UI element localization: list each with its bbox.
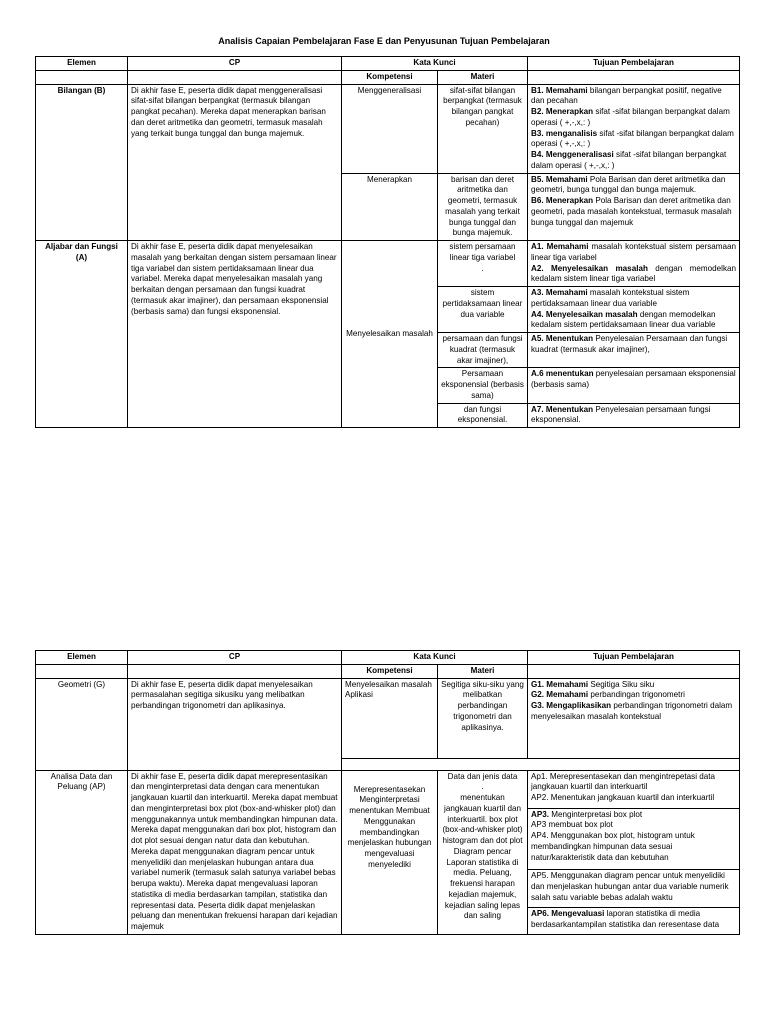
tujuan-item: AP6. Mengevaluasi laporan statistika di media berdasarkantampilan statistika dan reresentase data <box>531 909 720 929</box>
kompetensi-cell: Menyelesaikan masalah <box>342 241 438 428</box>
tujuan-cell <box>528 368 740 403</box>
materi-cell: sifat-sifat bilangan berpangkat (termasuk bilangan pangkat pecahan) <box>438 84 528 173</box>
materi-cell: Data dan jenis data . menentukan jangkauan kuartil dan interkuartil. box plot (box-and-whisker plot) histogram dan dot plot Diagram pencar Laporan statistika di media. Peluang, frekuensi harapan kejadian majemuk, kejadian saling lepas dan saling <box>438 770 528 934</box>
materi-cell: dan fungsi eksponensial. <box>438 403 528 428</box>
kompetensi-cell: Merepresentasekan Menginterpretasi menentukan Membuat Menggunakan membandingkan menjelaskan hubungan mengevaluasi menyelediki <box>342 770 438 934</box>
tujuan-item: G2. Memahami perbandingan trigonometri <box>531 690 685 700</box>
header-elemen: Elemen <box>36 651 128 665</box>
tujuan-item: Ap1. Merepresentasekan dan mengintrepetasi data jangkauan kuartil dan interkuartil <box>531 771 716 792</box>
tujuan-item: G1. Memahami Segitiga Siku siku <box>531 679 655 689</box>
tujuan-cell <box>528 808 740 869</box>
tujuan-item: A2. Menyelesaikan masalah dengan memodelkan kedalam sistem linear tiga variabel <box>531 263 736 284</box>
materi-cell: persamaan dan fungsi kuadrat (termasuk akar imajiner), <box>438 333 528 368</box>
materi-cell: sistem pertidaksamaan linear dua variable <box>438 287 528 333</box>
table-row <box>36 770 740 808</box>
header-materi: Materi <box>438 70 528 84</box>
tujuan-item: A.6 menentukan penyelesaian persamaan eksponensial (berbasis sama) <box>531 369 736 389</box>
kompetensi-cell: Menggeneralisasi <box>342 84 438 173</box>
materi-cell: Segitiga siku-siku yang melibatkan perbandingan trigonometri dan aplikasinya. <box>438 678 528 758</box>
header-cp: CP <box>128 651 342 665</box>
tujuan-cell <box>528 333 740 368</box>
materi-cell: Persamaan eksponensial (berbasis sama) <box>438 368 528 403</box>
tujuan-cell <box>528 241 740 287</box>
elemen-cell: Analisa Data dan Peluang (AP) <box>36 770 128 934</box>
tujuan-cell <box>528 84 740 173</box>
tujuan-item: A3. Memahami masalah kontekstual sistem pertidaksamaan linear dua variable <box>531 288 690 308</box>
tujuan-cell <box>528 678 740 758</box>
materi-cell: sistem persamaan linear tiga variabel . <box>438 241 528 287</box>
elemen-cell: Bilangan (B) <box>36 84 128 241</box>
header-kata-kunci: Kata Kunci <box>342 651 528 665</box>
tujuan-item: B1. Memahami bilangan berpangkat positif, negative dan pecahan <box>531 85 722 106</box>
tujuan-cell <box>528 287 740 333</box>
kompetensi-cell: Menyelesaikan masalah Aplikasi <box>342 678 438 758</box>
header-kompetensi: Kompetensi <box>342 664 438 678</box>
tujuan-item: B3. menganalisis sifat -sifat bilangan berpangkat dalam operasi ( +,-,x,: ) <box>531 128 734 149</box>
tujuan-item: B4. Menggeneralisasi sifat -sifat bilangan berpangkat dalam operasi ( +,-,x,: ) <box>531 150 727 170</box>
page-title: Analisis Capaian Pembelajaran Fase E dan Penyusunan Tujuan Pembelajaran <box>218 36 550 46</box>
tujuan-cell <box>528 770 740 808</box>
tujuan-item: AP2. Menentukan jangkauan kuartil dan interkuartil <box>531 793 715 802</box>
analysis-table-2 <box>35 650 740 935</box>
header-tujuan: Tujuan Pembelajaran <box>528 651 740 665</box>
tujuan-item: B2. Menerapkan sifat -sifat bilangan berpangkat dalam operasi ( +,-,x,: ) <box>531 107 730 127</box>
elemen-cell: Geometri (G) <box>36 678 128 770</box>
cp-cell: Di akhir fase E, peserta didik dapat menggeneralisasi sifat-sifat bilangan berpangkat (termasuk bilangan pangkat pecahan). Mereka dapat menerapkan barisan dan deret aritmetika dan geometri, termasuk masalah yang terkait bunga tunggal dan bunga majemuk. <box>128 84 342 241</box>
tujuan-item: AP5. Menggunakan diagram pencar untuk menyelidiki dan menjelaskan hubungan antar dua variable numerik salah satu variable bebas adalah waktu <box>531 871 729 902</box>
tujuan-cell <box>528 908 740 935</box>
tujuan-item: A7. Menentukan Penyelesaian persamaan fungsi eksponensial. <box>531 404 711 425</box>
table-row <box>36 84 740 173</box>
tujuan-item: B5. Memahami Pola Barisan dan deret aritmetika dan geometri, bunga tunggal dan bunga majemuk. <box>531 174 726 195</box>
tujuan-item: A5. Menentukan Penyelesaian Persamaan dan fungsi kuadrat (termasuk akar imajiner), <box>531 334 728 354</box>
analysis-table-1 <box>35 56 740 428</box>
header-cp: CP <box>128 57 342 71</box>
header-materi: Materi <box>438 664 528 678</box>
header-kata-kunci: Kata Kunci <box>342 57 528 71</box>
cp-cell: Di akhir fase E, peserta didik dapat merepresentasikan dan menginterpretasi data dengan cara menentukan jangkauan kuartil dan interkuartil. Mereka dapat membuat dan menginterpretasi box plot (box-and-whisker plot) dan menggunakannya untuk membandingkan himpunan data. Mereka dapat menggunakan dari box plot, histogram dan dot plot sesuai dengan natur data dan kebutuhan. Mereka dapat menggunakan diagram pencar untuk menyelidiki dan menjelaskan hubungan antara dua variabel numerik (termasuk salah satunya variabel bebas berupa waktu). Mereka dapat mengevaluasi laporan statistika di media berdasarkan tampilan, statistika dan representasi data. Peserta didik dapat menjelaskan peluang dan menentukan frekuensi harapan dari kejadian majemuk <box>128 770 342 934</box>
cp-cell: Di akhir fase E, peserta didik dapat menyelesaikan permasalahan segitiga sikusiku yang melibatkan perbandingan trigonometri dan aplikasinya. <box>128 678 342 770</box>
table-row <box>36 678 740 758</box>
tujuan-item: G3. Mengaplikasikan perbandingan trigonometri dalam menyelesaikan masalah kontekstual <box>531 701 733 721</box>
header-elemen: Elemen <box>36 57 128 71</box>
tujuan-cell <box>528 173 740 241</box>
tujuan-item: A4. Menyelesaikan masalah dengan memodelkan kedalam sistem pertidaksamaan linear dua variable <box>531 309 716 330</box>
tujuan-item: AP3. Menginterpretasi box plot <box>531 809 643 819</box>
header-tujuan: Tujuan Pembelajaran <box>528 57 740 71</box>
table-row <box>36 241 740 287</box>
materi-cell: barisan dan deret aritmetika dan geometri, termasuk masalah yang terkait bunga tunggal dan bunga majemuk. <box>438 173 528 241</box>
tujuan-item: A1. Memahami masalah kontekstual sistem persamaan linear tiga variabel <box>531 242 736 262</box>
tujuan-item: AP3 membuat box plot <box>531 820 613 830</box>
tujuan-item: B6. Menerapkan Pola Barisan dan deret aritmetika dan geometri, pada masalah kontekstual, termasuk masalah bunga tunggal dan majemuk <box>531 196 732 227</box>
tujuan-cell <box>528 870 740 908</box>
elemen-cell: Aljabar dan Fungsi (A) <box>36 241 128 428</box>
tujuan-item: AP4. Menggunakan box plot, histogram untuk membandingkan himpunan data sesuai natur/karakteristik data dan kebutuhan <box>531 831 695 862</box>
kompetensi-cell: Menerapkan <box>342 173 438 241</box>
header-kompetensi: Kompetensi <box>342 70 438 84</box>
cp-cell: Di akhir fase E, peserta didik dapat menyelesaikan masalah yang berkaitan dengan sistem persamaan linear tiga variabel dan sistem pertidaksamaan linear dua variabel. Mereka dapat menyelesaikan masalah yang berkaitan dengan persamaan dan fungsi kuadrat (termasuk akar imajiner), dan persamaan eksponensial (berbasis sama) dan fungsi eksponensial. <box>128 241 342 428</box>
tujuan-cell <box>528 403 740 428</box>
